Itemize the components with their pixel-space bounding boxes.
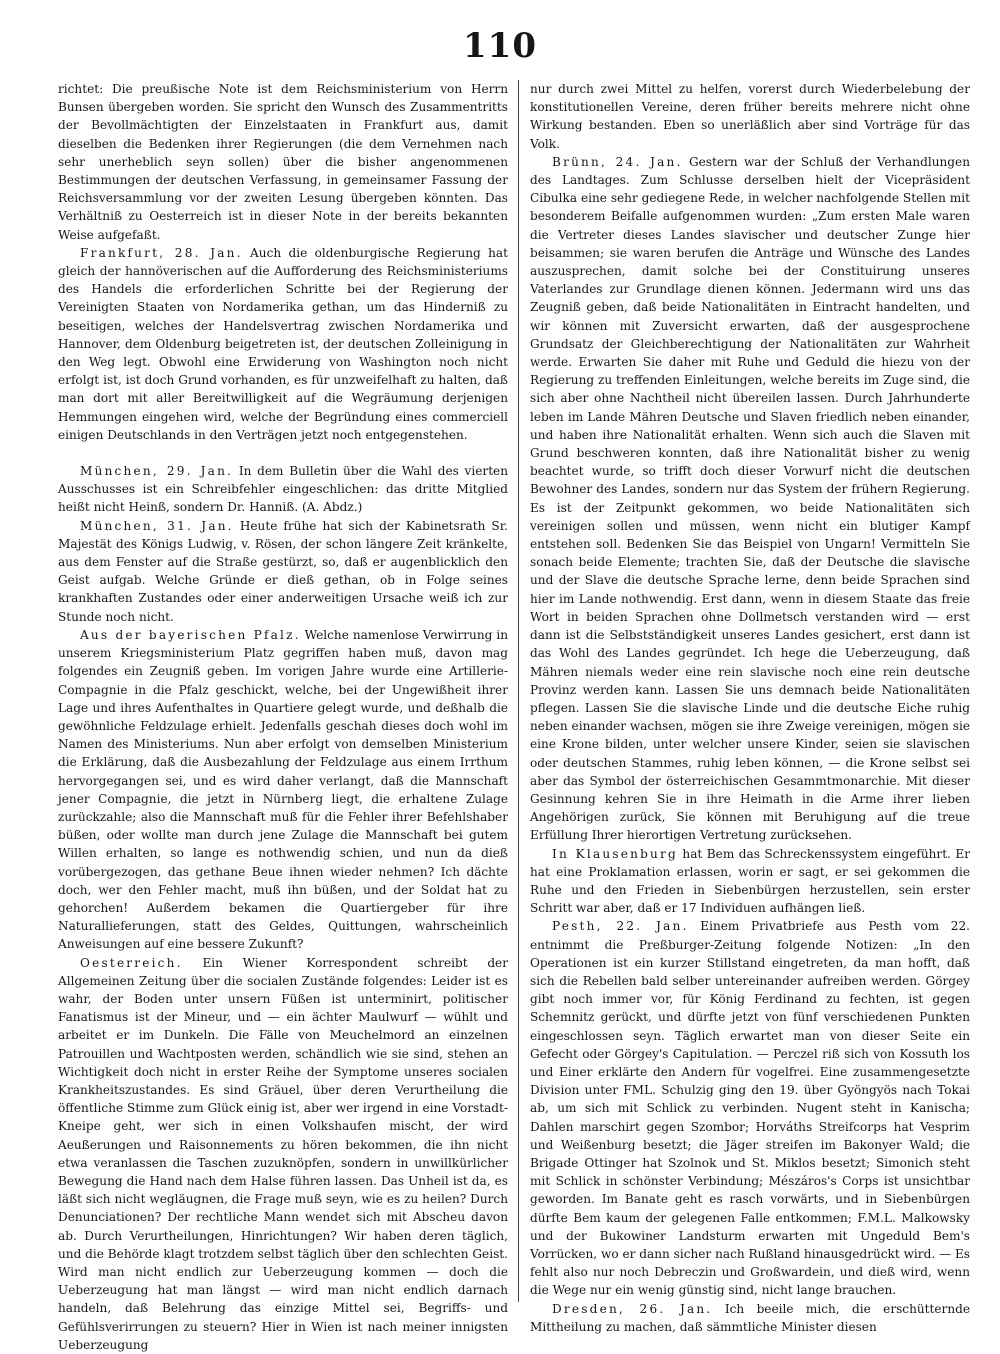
paragraph-text: Welche namenlose Verwirrung in unserem Kriegsministerium Platz gegriffen haben muß, davon mag folgendes ein Zeugniß geben. Im vorigen Jahre wurde eine Artillerie-Compagnie in die Pfalz geschickt, welche, bei der Ungewißheit ihrer Lage und ihres Aufenthaltes in Quartiere gelegt wurde, und deßhalb die gewöhnliche Feldzulage erhielt. Jedenfalls geschah dieses doch wohl im Namen des Ministeriums. Nun aber erfolgt von demselben Ministerium die Erklärung, daß die Ausbezahlung der Feldzulage aus einem Irrthum hervorgegangen sei, und es wird daher verlangt, daß die Mannschaft jener Compagnie, die jetzt in Nürnberg liegt, die erhaltene Zulage zurückzahle; also die Mannschaft muß für die Fehler ihrer Befehlshaber büßen, oder wollte man durch jene Zulage die Mannschaft bei gutem Willen erhalten, so lange es nothwendig schien, und nun da dieß vorübergezogen, das gethane Beue ihnen wieder nehmen? Ich dächte doch, wer den Fehler macht, muß ihn büßen, und der Soldat hat zu gehorchen! Außerdem bekamen die Quartiergeber für ihre Naturallieferungen, statt des Geldes, Quittungen, wahrscheinlich Anweisungen auf eine bessere Zukunft?	[58, 627, 509, 952]
article-paragraph	[58, 954, 508, 1354]
article-paragraph	[530, 845, 970, 918]
article-paragraph	[530, 80, 970, 153]
paragraph-text: In dem Bulletin über die Wahl des vierten Ausschusses ist ein Schreibfehler eingeschlichen: das dritte Mitglied heißt nicht Heinß, sondern Dr. Hanniß. (A. Abdz.)	[58, 464, 508, 515]
paragraph-text: Ich beeile mich, die erschütternde Mittheilung zu machen, daß sämmtliche Minister diesen	[530, 1301, 971, 1334]
column-divider	[518, 80, 519, 1302]
article-paragraph	[530, 917, 970, 1299]
article-paragraph	[530, 1300, 970, 1336]
article-paragraph	[58, 517, 508, 626]
article-paragraph	[58, 244, 508, 444]
paragraph-text: hat Bem das Schreckenssystem eingeführt. Er hat eine Proklamation erlassen, worin er sagt, er sei gekommen die Ruhe und den Frieden in Siebenbürgen herzustellen, sein erster Schritt war aber, daß er 17 Individuen aufhängen ließ.	[530, 846, 970, 916]
article-paragraph	[58, 462, 508, 517]
paragraph-text: Einem Privatbriefe aus Pesth vom 22. entnimmt die Preßburger-Zeitung folgende Notizen: „In den Operationen ist ein kurzer Stillstand eingetreten, da man hofft, daß sich die Rebellen bald selber untereinander aufreiben werden. Görgey gibt noch immer vor, für König Ferdinand zu fechten, ist gegen Schemnitz gerückt, und dürfte jetzt von fünf verschiedenen Punkten eingeschlossen seyn. Täglich erwartet man von dieser Seite ein Gefecht oder Görgey's Capitulation. — Perczel riß sich von Kossuth los und Einer erklärte den Andern für vogelfrei. Eine zusammengesetzte Division unter FML. Schulzig ging den 19. über Gyöngyös nach Tokai ab, um sich mit Schlick zu verbinden. Nugent steht in Kanischa; Dahlen marschirt gegen Szombor; Horváths Streifcorps hat Vesprim und Weißenburg besetzt; die Jäger streifen im Bakonyer Wald; die Brigade Ottinger hat Szolnok und St. Miklos besetzt; Simonich steht mit Schlick in schönster Verbindung; Mészáros's Corps ist unsichtbar geworden. Im Banate geht es rasch vorwärts, und in Siebenbürgen dürfte Bem kaum der gelegenen Falle entkommen; F.M.L. Malkowsky und der Bukowiner Landsturm erwarten mit Ungeduld Bem's Vorrücken, wo er dann sicher nach Rußland hinausgedrückt wird. — Es fehlt also nur noch Debreczin und Großwardein, und dieß wird, wenn die Wege nur ein wenig günstig sind, nicht lange brauchen.	[530, 919, 970, 1298]
paragraph-text: richtet: Die preußische Note ist dem Reichsministerium von Herrn Bunsen übergeben worden. Sie spricht den Wunsch des Zusammentritts der Bevollmächtigten der Einzelstaaten in Frankfurt aus, damit dieselben die Bedenken ihrer Regierungen (die dem Vernehmen nach sehr unerheblich seyn sollen) über die bisher angenommenen Bestimmungen der deutschen Verfassung, in gemeinsamer Fassung der Reichsversammlung vor der zweiten Lesung übergeben könnten. Das Verhältniß zu Oesterreich ist in dieser Note in der bereits bekannten Weise aufgefaßt.	[58, 82, 508, 242]
article-paragraph	[530, 153, 970, 845]
paragraph-text: Gestern war der Schluß der Verhandlungen des Landtages. Zum Schlusse derselben hielt der Vicepräsident Cibulka eine sehr gediegene Rede, in welcher nachfolgende Stellen mit besonderem Beifalle aufgenommen wurden: „Zum ersten Male waren die Vertreter dieses Landes slavischer und deutscher Zunge hier beisammen; sie waren berufen die Anträge und Wünsche des Landes auszusprechen, damit solche bei der Constituirung unseres Vaterlandes zur Grundlage dienen können. Jedermann wird uns das Zeugniß geben, daß beide Nationalitäten in Eintracht handelten, und wir können mit Zuversicht erwarten, daß der ausgesprochene Grundsatz der Gleichberechtigung der Nationalitäten zur Wahrheit werde. Erwarten Sie daher mit Ruhe und Geduld die hiezu von der Regierung zu treffenden Einleitungen, welche bereits im Zuge sind, die sich aber ohne Nachtheil nicht übereilen lassen. Durch Jahrhunderte leben im Lande Mähren Deutsche und Slaven friedlich neben einander, und haben ihre Nationalität erhalten. Wenn sich auch die Slaven mit Grund beschweren konnten, daß ihre Nationalität bisher zu wenig beachtet wurde, so trifft doch dieser Vorwurf nicht die deutschen Bewohner des Landes, sondern nur das System der frühern Regierung. Es ist der Zeitpunkt gekommen, wo beide Nationalitäten sich vereinigen sollen und müssen, wenn nicht ein blutiger Kampf entstehen soll. Bedenken Sie das Beispiel von Ungarn! Vermitteln Sie sonach beide Elemente; trachten Sie, daß der Deutsche die slavische und der Slave die deutsche Sprache lerne, denn beide Sprachen sind hier im Lande nothwendig. Erst dann, wenn in diesem Staate das freie Wort in beiden Sprachen ohne Dollmetsch verstanden wird — erst dann ist die Selbstständigkeit unseres Landes gesichert, erst dann ist das Wohl des Landes gegründet. Ich hege die Ueberzeugung, daß Mähren niemals weder eine rein slavische noch eine rein deutsche Provinz werden kann. Lassen Sie uns demnach beide Nationalitäten pflegen. Lassen Sie die slavische Linde und die deutsche Eiche ruhig neben einander wachsen, mögen sie ihre Zweige vereinigen, mögen sie eine Krone bilden, unter welcher unsere Kinder, seien sie slavischen oder deutschen Stammes, ruhig leben können, — die Krone selbst sei aber das Symbol der österreichischen Gesammtmonarchie. Mit dieser Gesinnung kehren Sie in ihre Heimath in die Arme ihrer lieben Angehörigen zurück, Sie können mit Beruhigung auf die treue Erfüllung Ihrer hierortigen Vertretung zurücksehen.	[530, 154, 970, 843]
dateline: Aus der bayerischen Pfalz.	[80, 627, 301, 642]
dateline: In Klausenburg	[552, 846, 678, 861]
paragraph-text: Heute frühe hat sich der Kabinetsrath Sr. Majestät des Königs Ludwig, v. Rösen, der schon längere Zeit kränkelte, aus dem Fenster auf die Straße gestürzt, so, daß er augenblicklich den Geist aufgab. Welche Gründe er dieß gethan, ob in Folge seines krankhaften Zustandes oder einer anderweitigen Ursache weiß ich zur Stunde noch nicht.	[58, 518, 508, 624]
right-column	[530, 80, 971, 1334]
left-column	[58, 80, 509, 1352]
dateline: München, 31. Jan.	[80, 518, 234, 533]
paragraph-text: Ein Wiener Korrespondent schreibt der Allgemeinen Zeitung über die socialen Zustände folgendes: Leider ist es wahr, der Boden unter unsern Füßen ist unterminirt, politischer Fanatismus ist der Mineur, und — ein ächter Maulwurf — wühlt und arbeitet er im Dunkeln. Die Fälle von Meuchelmord an einzelnen Patrouillen und Wachtposten werden, schändlich wie sie sind, stehen an Wichtigkeit doch nicht in erster Reihe der Symptome unseres socialen Krankheitszustandes. Es sind Gräuel, über deren Verurtheilung die öffentliche Stimme zum Glück einig ist, aber wer irgend in eine Vorstadt-Kneipe geht, wer sich in einen Volkshaufen mischt, der wird Aeußerungen und Raisonnements zu hören bekommen, die ihn nicht etwa veranlassen die Taschen zuzuknöpfen, sondern in unwillkürlicher Bewegung die Hand nach dem Halse führen lassen. Das Unheil ist da, es läßt sich nicht wegläugnen, die Frage muß seyn, wie es zu heilen? Durch Denunciationen? Der rechtliche Mann wendet sich mit Abscheu davon ab. Durch Verurtheilungen, Hinrichtungen? Wir haben deren täglich, und die Behörde klagt trotzdem selbst täglich über den schlechten Geist. Wird man nicht endlich zur Ueberzeugung kommen — doch die Ueberzeugung hat man längst — wird man nicht endlich darnach handeln, daß Belehrung das einzige Mittel sei, Begriffs- und Gefühlsverirrungen zu steuern? Hier in Wien ist nach meiner innigsten Ueberzeugung	[58, 955, 508, 1352]
dateline: Dresden, 26. Jan.	[552, 1301, 713, 1316]
dateline: München, 29. Jan.	[80, 464, 234, 479]
paragraph-text: nur durch zwei Mittel zu helfen, vorerst durch Wiederbelebung der konstitutionellen Vereine, deren früher bereits mehrere nicht ohne Wirkung bestanden. Eben so unerläßlich aber sind Vorträge für das Volk.	[530, 82, 970, 151]
page-number: 110	[463, 26, 537, 66]
dateline: Oesterreich.	[80, 955, 183, 970]
dateline: Frankfurt, 28. Jan.	[80, 245, 243, 260]
dateline: Brünn, 24. Jan.	[552, 154, 683, 169]
article-paragraph	[58, 626, 508, 954]
article-paragraph	[58, 80, 508, 244]
paragraph-text: Auch die oldenburgische Regierung hat gleich der hannöverischen auf die Aufforderung des Reichsministeriums des Handels die erforderlichen Schritte bei der Regierung der Vereinigten Staaten von Nordamerika gethan, um das Hinderniß zu beseitigen, welches der Handelsvertrag zwischen Nordamerika und Hannover, dem Oldenburg beigetreten ist, der deutschen Zolleinigung in den Weg legt. Obwohl eine Erwiderung von Washington noch nicht erfolgt ist, ist doch Grund vorhanden, es für unzweifelhaft zu halten, daß man dort mit aller Bereitwilligkeit auf die Wegräumung derjenigen Hemmungen eingehen wird, welche der Begründung eines commerciell einigen Deutschlands in den Verträgen jetzt noch entgegenstehen.	[58, 245, 508, 442]
dateline: Pesth, 22. Jan.	[552, 919, 689, 934]
